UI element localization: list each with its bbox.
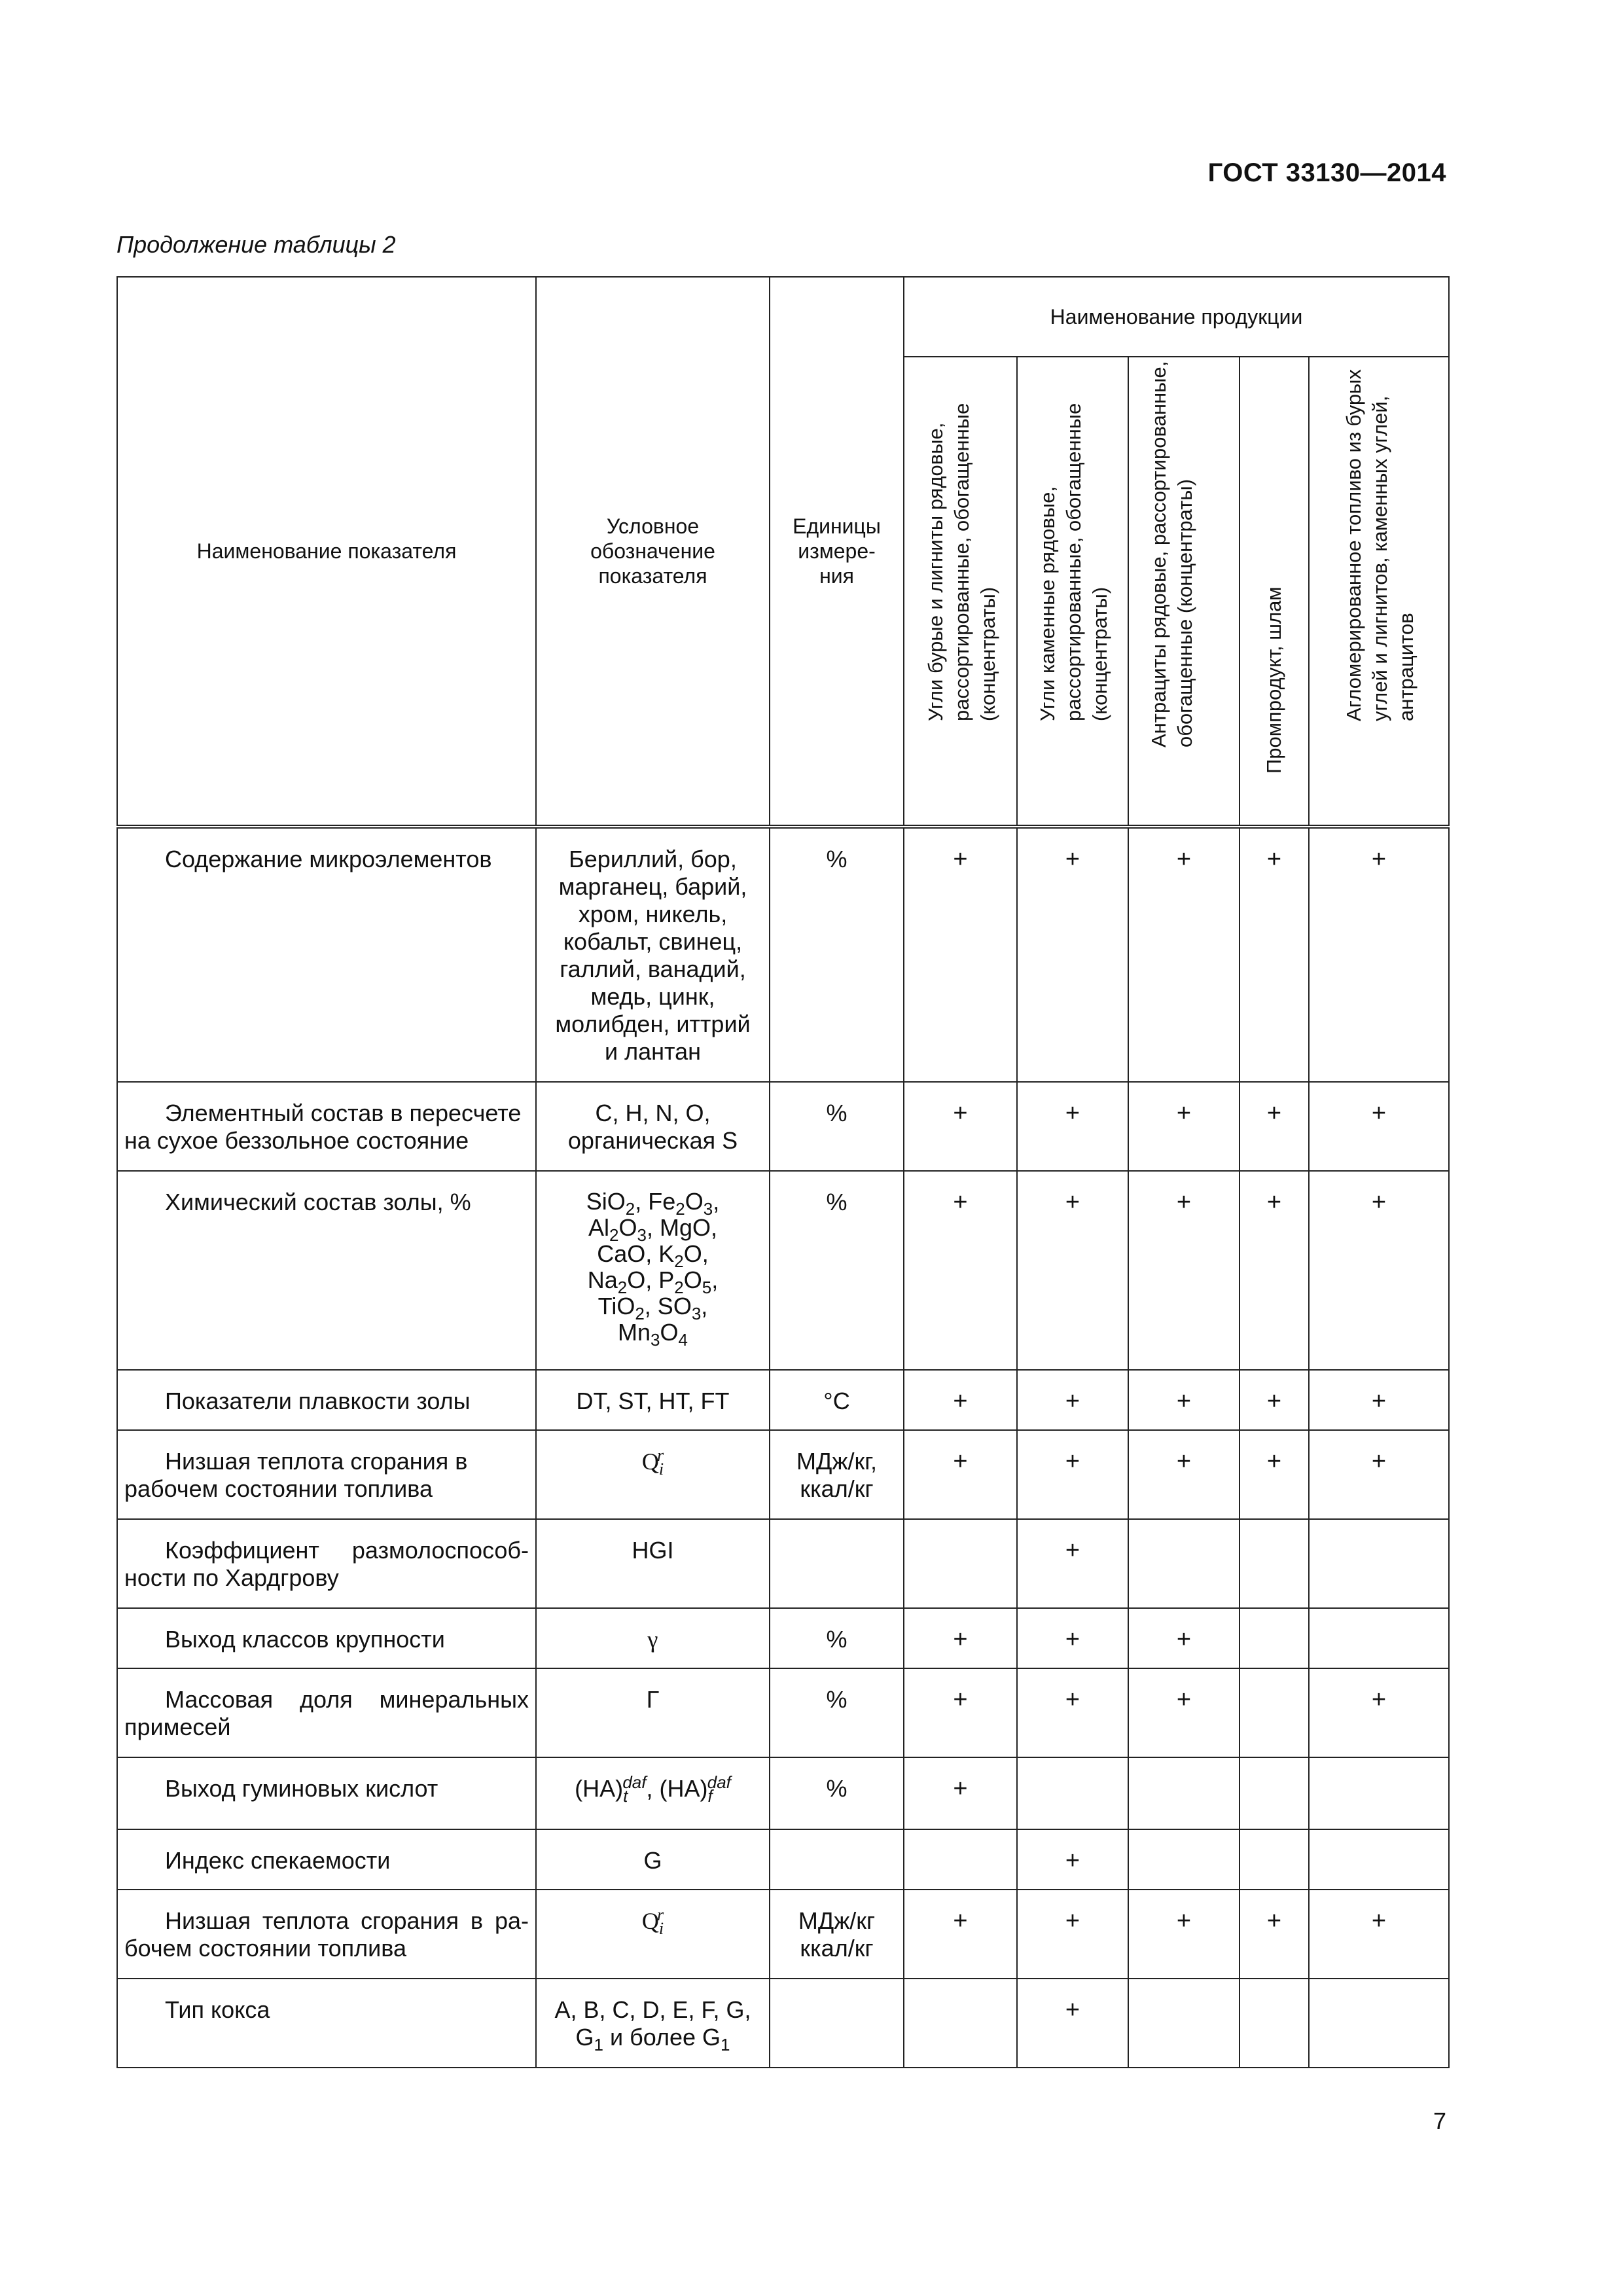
table-row bbox=[117, 1668, 1449, 1757]
table-row bbox=[117, 1430, 1449, 1519]
row-symbol-formula: $Q_i^r$ bbox=[536, 1430, 770, 1519]
row-mark: + bbox=[904, 1668, 1017, 1757]
row-mark: + bbox=[904, 827, 1017, 1082]
row-symbol: C, H, N, O, органическая S bbox=[536, 1082, 770, 1171]
row-unit bbox=[770, 1979, 904, 2068]
row-mark bbox=[1240, 1668, 1309, 1757]
row-mark: + bbox=[1240, 1082, 1309, 1171]
row-mark: + bbox=[1240, 827, 1309, 1082]
row-mark: + bbox=[1240, 1171, 1309, 1370]
row-mark bbox=[1128, 1829, 1240, 1890]
row-symbol: Г bbox=[536, 1668, 770, 1757]
row-symbol-formula: SiO$_2$, $Fe_2O_3$, $Al_2O_3$, MgO, CaO, $K_2O$, $Na_2O$, $P_2O_5$, TiO$_2$, $SO_3$, $Mn_3O_4$ bbox=[536, 1171, 770, 1370]
table-row bbox=[117, 1370, 1449, 1430]
row-mark: + bbox=[1017, 1979, 1128, 2068]
row-mark bbox=[904, 1829, 1017, 1890]
indicators-table bbox=[116, 276, 1450, 2068]
row-mark: + bbox=[1017, 1430, 1128, 1519]
header-name: Наименование показателя bbox=[117, 277, 536, 827]
header-product-hard-coal: Угли каменные рядовые, рассортированные, обогащенные (концентраты) bbox=[1017, 357, 1128, 827]
row-mark: + bbox=[1017, 1829, 1128, 1890]
row-unit: % bbox=[770, 1608, 904, 1668]
row-symbol-formula: $(HA)_t^{daf}$, $(HA)_f^{daf}$ bbox=[536, 1757, 770, 1829]
table-row bbox=[117, 827, 1449, 1082]
row-mark: + bbox=[904, 1430, 1017, 1519]
row-name: Выход гуминовых кислот bbox=[117, 1757, 536, 1829]
row-name: Тип кокса bbox=[117, 1979, 536, 2068]
row-unit: °C bbox=[770, 1370, 904, 1430]
row-mark bbox=[904, 1979, 1017, 2068]
row-mark: + bbox=[1309, 1668, 1449, 1757]
row-mark bbox=[1128, 1757, 1240, 1829]
row-mark bbox=[1240, 1757, 1309, 1829]
row-name: Химический состав золы, % bbox=[117, 1171, 536, 1370]
header-product-brown-coal: Угли бурые и лигниты рядовые, рассортированные, обогащенные (концентраты) bbox=[904, 357, 1017, 827]
row-mark: + bbox=[1017, 1608, 1128, 1668]
row-mark bbox=[1309, 1979, 1449, 2068]
row-mark: + bbox=[1309, 1370, 1449, 1430]
header-symbol: Условное обозначение показателя bbox=[536, 277, 770, 827]
table-row bbox=[117, 1171, 1449, 1370]
row-mark bbox=[1309, 1829, 1449, 1890]
row-mark: + bbox=[1017, 1890, 1128, 1979]
row-mark bbox=[1309, 1519, 1449, 1608]
page-number: 7 bbox=[1433, 2108, 1446, 2134]
row-mark: + bbox=[1017, 1171, 1128, 1370]
row-mark: + bbox=[1240, 1370, 1309, 1430]
row-symbol-formula: $Q_i^r$ bbox=[536, 1890, 770, 1979]
row-name: Содержание микроэлементов bbox=[117, 827, 536, 1082]
row-unit: % bbox=[770, 1668, 904, 1757]
row-mark bbox=[1309, 1757, 1449, 1829]
header-product-anthracite: Антрациты рядовые, рассортированные, обогащенные (концентраты) bbox=[1128, 357, 1240, 827]
row-mark: + bbox=[1017, 1082, 1128, 1171]
row-name: Низшая теплота сгорания в рабочем состоянии топлива bbox=[117, 1430, 536, 1519]
row-mark: + bbox=[1128, 1370, 1240, 1430]
row-mark: + bbox=[1309, 1890, 1449, 1979]
row-mark bbox=[1240, 1979, 1309, 2068]
row-mark bbox=[904, 1519, 1017, 1608]
row-mark: + bbox=[1309, 1430, 1449, 1519]
table-caption: Продолжение таблицы 2 bbox=[116, 231, 396, 258]
row-name: Коэффициент размолоспособ-ности по Хардгрову bbox=[117, 1519, 536, 1608]
row-name: Показатели плавкости золы bbox=[117, 1370, 536, 1430]
row-mark: + bbox=[1128, 1890, 1240, 1979]
row-mark: + bbox=[1017, 827, 1128, 1082]
row-mark bbox=[1128, 1519, 1240, 1608]
row-mark: + bbox=[904, 1757, 1017, 1829]
header-product-middlings: Промпродукт, шлам bbox=[1240, 357, 1309, 827]
row-mark bbox=[1240, 1829, 1309, 1890]
row-name: Индекс спекаемости bbox=[117, 1829, 536, 1890]
table-row bbox=[117, 1608, 1449, 1668]
row-name: Массовая доля минеральных примесей bbox=[117, 1668, 536, 1757]
table-row bbox=[117, 1082, 1449, 1171]
table-row bbox=[117, 1519, 1449, 1608]
row-unit bbox=[770, 1829, 904, 1890]
table-row bbox=[117, 1829, 1449, 1890]
row-mark: + bbox=[1017, 1370, 1128, 1430]
row-mark: + bbox=[1128, 1171, 1240, 1370]
row-mark: + bbox=[1309, 1171, 1449, 1370]
row-mark bbox=[1017, 1757, 1128, 1829]
row-mark: + bbox=[904, 1171, 1017, 1370]
row-mark bbox=[1128, 1979, 1240, 2068]
row-mark: + bbox=[1128, 1430, 1240, 1519]
row-mark: + bbox=[904, 1082, 1017, 1171]
header-product-agglomerated: Агломерированное топливо из бурых углей и лигнитов, каменных углей, антрацитов bbox=[1309, 357, 1449, 827]
header-unit: Единицы измере-ния bbox=[770, 277, 904, 827]
row-mark bbox=[1240, 1519, 1309, 1608]
row-mark: + bbox=[1309, 827, 1449, 1082]
row-unit: % bbox=[770, 1757, 904, 1829]
row-name: Низшая теплота сгорания в ра-бочем состоянии топлива bbox=[117, 1890, 536, 1979]
header-product-group: Наименование продукции bbox=[904, 277, 1449, 357]
table-row bbox=[117, 1757, 1449, 1829]
row-symbol-formula: A, B, C, D, E, F, G, $G_1$ и более $G_1$ bbox=[536, 1979, 770, 2068]
row-mark bbox=[1309, 1608, 1449, 1668]
row-unit: МДж/кг ккал/кг bbox=[770, 1890, 904, 1979]
row-symbol: DT, ST, HT, FT bbox=[536, 1370, 770, 1430]
row-unit bbox=[770, 1519, 904, 1608]
row-mark: + bbox=[1128, 1082, 1240, 1171]
row-symbol: Бериллий, бор, марганец, барий, хром, никель, кобальт, свинец, галлий, ванадий, медь, цинк, молибден, иттрий и лантан bbox=[536, 827, 770, 1082]
table-row bbox=[117, 1979, 1449, 2068]
row-mark: + bbox=[904, 1608, 1017, 1668]
row-mark: + bbox=[904, 1370, 1017, 1430]
row-mark: + bbox=[1017, 1668, 1128, 1757]
table-row bbox=[117, 1890, 1449, 1979]
row-symbol: HGI bbox=[536, 1519, 770, 1608]
row-unit: % bbox=[770, 1171, 904, 1370]
row-mark: + bbox=[1240, 1890, 1309, 1979]
document-header: ГОСТ 33130—2014 bbox=[1207, 158, 1446, 187]
row-mark: + bbox=[904, 1890, 1017, 1979]
row-mark: + bbox=[1240, 1430, 1309, 1519]
row-symbol: G bbox=[536, 1829, 770, 1890]
row-unit: % bbox=[770, 827, 904, 1082]
row-mark: + bbox=[1128, 827, 1240, 1082]
row-mark: + bbox=[1128, 1608, 1240, 1668]
row-mark: + bbox=[1017, 1519, 1128, 1608]
row-name: Выход классов крупности bbox=[117, 1608, 536, 1668]
row-symbol: γ bbox=[536, 1608, 770, 1668]
row-unit: МДж/кг, ккал/кг bbox=[770, 1430, 904, 1519]
row-mark: + bbox=[1309, 1082, 1449, 1171]
row-name: Элементный состав в пересчете на сухое беззольное состояние bbox=[117, 1082, 536, 1171]
row-mark bbox=[1240, 1608, 1309, 1668]
row-mark: + bbox=[1128, 1668, 1240, 1757]
row-unit: % bbox=[770, 1082, 904, 1171]
